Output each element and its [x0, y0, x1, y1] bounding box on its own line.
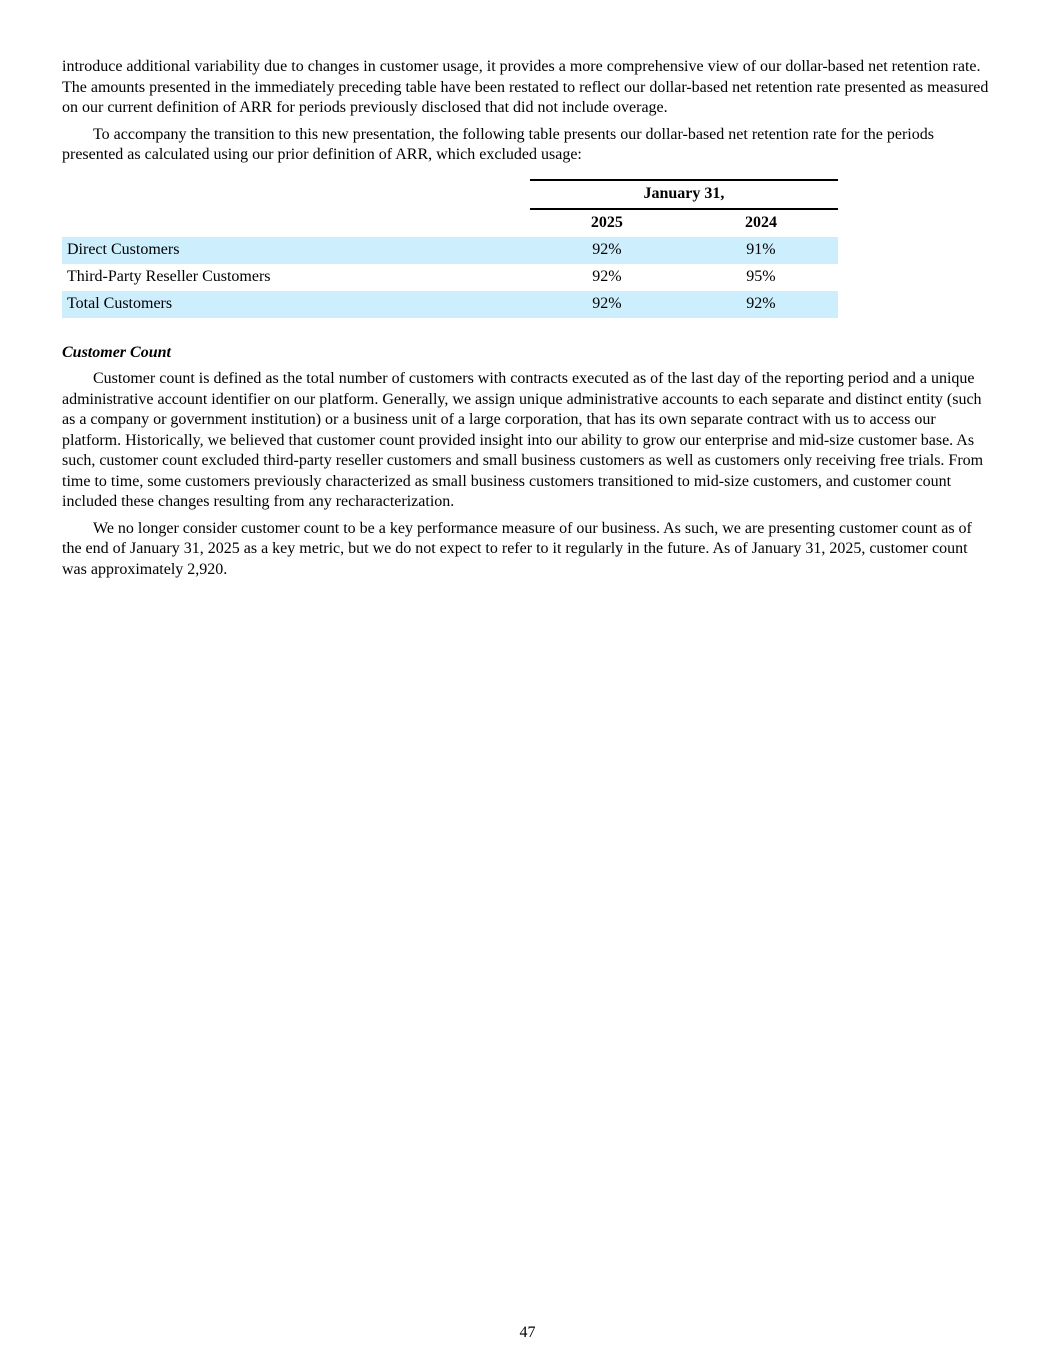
- year-header-2024: 2024: [744, 213, 777, 231]
- table-row: [62, 264, 838, 291]
- row-value-2024: 92%: [684, 291, 838, 318]
- table-row: [62, 237, 838, 264]
- table-header-year-row: [62, 209, 838, 237]
- intro-paragraph-table-lead: To accompany the transition to this new presentation, the following table presents our dollar-based net retention rate for the periods presented as calculated using our prior definition of ARR, which excluded usage:: [62, 125, 934, 163]
- net-retention-rate-table: [62, 179, 838, 318]
- customer-count-definition-paragraph: Customer count is defined as the total number of customers with contracts executed as of the last day of the reporting period and a unique administrative account identifier on our platform. Generally, we assign unique administrative accounts to each separate and distinct entity (such as a company or government institution) or a business unit of a large corporation, that has its own separate contract with us to access our platform. Historically, we believed that customer count provided insight into our ability to grow our enterprise and mid-size customer base. As such, customer count excluded third-party reseller customers and small business customers as well as customers only receiving free trials. From time to time, some customers previously characterized as small business customers transitioned to mid-size customers, and customer count included these changes resulting from any recharacterization.: [62, 370, 984, 510]
- row-label-direct-customers: Direct Customers: [62, 237, 530, 264]
- row-value-2025: 92%: [530, 237, 684, 264]
- row-value-2025: 92%: [592, 267, 622, 285]
- row-value-2024: 95%: [746, 267, 776, 285]
- row-value-2025: 92%: [530, 291, 684, 318]
- page-number: 47: [519, 1324, 536, 1341]
- intro-paragraph-continued: introduce additional variability due to changes in customer usage, it provides a more comprehensive view of our dollar-based net retention rate. The amounts presented in the immediately preceding table have been restated to reflect our dollar-based net retention rate presented as measured on our current definition of ARR for periods previously disclosed that did not include overage.: [62, 58, 989, 116]
- customer-count-status-paragraph: We no longer consider customer count to be a key performance measure of our business. As such, we are presenting customer count as of the end of January 31, 2025 as a key metric, but we do not expect to refer to it regularly in the future. As of January 31, 2025, customer count was approximately 2,920.: [62, 519, 972, 578]
- table-header-period-row: [62, 180, 838, 209]
- row-label-third-party-reseller-customers: Third-Party Reseller Customers: [67, 267, 271, 285]
- period-header: January 31,: [530, 180, 838, 209]
- row-value-2024: 91%: [684, 237, 838, 264]
- row-label-total-customers: Total Customers: [62, 291, 530, 318]
- year-header-2025: 2025: [590, 213, 623, 231]
- document-page: [62, 57, 994, 586]
- table-row: [62, 291, 838, 318]
- section-title-customer-count: Customer Count: [62, 343, 171, 361]
